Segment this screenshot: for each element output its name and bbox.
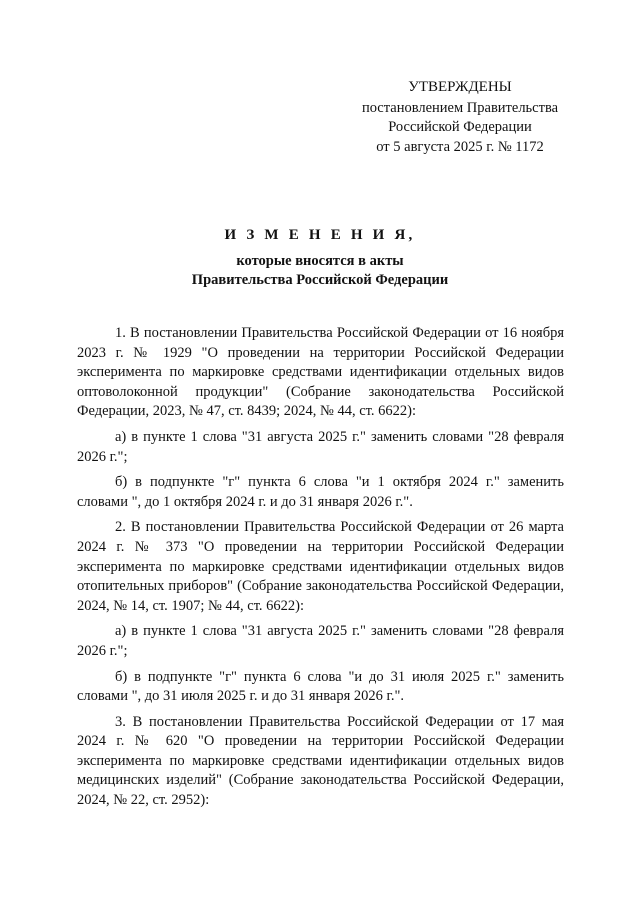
paragraph-item-1-a: а) в пункте 1 слова "31 августа 2025 г." заменить словами "28 февраля 2026 г."; [77, 428, 564, 465]
document-title [0, 224, 640, 290]
title-sub-1: которые вносятся в акты [236, 253, 404, 269]
paragraph-item-1-b: б) в подпункте "г" пункта 6 слова "и 1 октября 2024 г." заменить словами ", до 1 октября 2024 г. и до 31 января 2026 г.". [77, 474, 564, 510]
paragraph-item-2-b: б) в подпункте "г" пункта 6 слова "и до 31 июля 2025 г." заменить словами ", до 31 июля 2025 г. и до 31 января 2026 г.". [77, 668, 564, 705]
approval-heading: УТВЕРЖДЕНЫ [408, 79, 512, 95]
approval-line-3: от 5 августа 2025 г. № 1172 [376, 138, 544, 155]
paragraph-item-3: 3. В постановлении Правительства Российской Федерации от 17 мая 2024 г. № 620 "О проведении на территории Российской Федерации эксперимента по маркировке средствами идентификации отдельных видов медицинских изделий" (Собрание законодательства Российской Федерации, 2024, № 22, ст. 2952): [77, 713, 564, 809]
paragraph-item-2: 2. В постановлении Правительства Российской Федерации от 26 марта 2024 г. № 373 "О проведении на территории Российской Федерации эксперимента по маркировке средствами идентификации отдельных видов отопительных приборов" (Собрание законодательства Российской Федерации, 2024, № 14, ст. 1907; № 44, ст. 6622): [77, 519, 564, 614]
title-sub-2: Правительства Российской Федерации [191, 272, 449, 288]
title-main: И З М Е Н Е Н И Я, [224, 227, 416, 243]
approval-line-2: Российской Федерации [388, 119, 532, 135]
document-body [77, 324, 564, 811]
paragraph-item-2-a: а) в пункте 1 слова "31 августа 2025 г." заменить словами "28 февраля 2026 г."; [77, 623, 564, 659]
paragraph-item-1: 1. В постановлении Правительства Российской Федерации от 16 ноября 2023 г. № 1929 "О проведении на территории Российской Федерации эксперимента по маркировке средствами идентификации отдельных видов оптоволоконной продукции" (Собрание законодательства Российской Федерации, 2023, № 47, ст. 8439; 2024, № 44, ст. 6622): [77, 325, 564, 420]
approval-stamp [340, 78, 580, 157]
approval-line-1: постановлением Правительства [361, 99, 559, 116]
